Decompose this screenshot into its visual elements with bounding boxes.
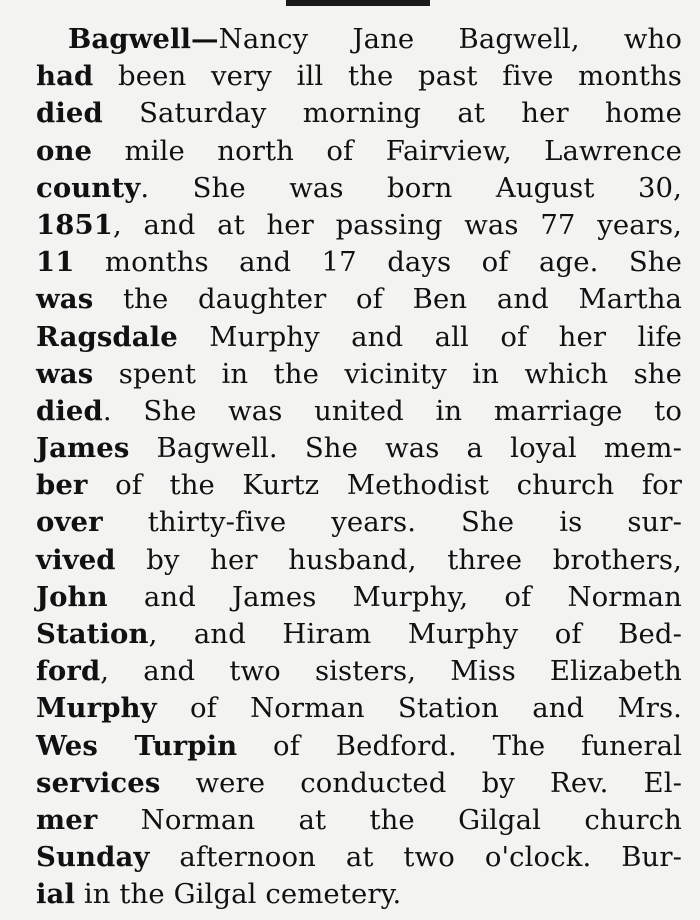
article-line: had been very ill the past five months bbox=[36, 60, 682, 93]
article-line: Wes Turpin of Bedford. The funeral bbox=[36, 729, 683, 762]
article-line: John and James Murphy, of Norman bbox=[36, 580, 682, 613]
article-line: county. She was born August 30, bbox=[36, 171, 682, 204]
article-line: Bagwell—Nancy Jane Bagwell, who bbox=[68, 23, 682, 55]
article-line: died Saturday morning at her home bbox=[36, 97, 682, 130]
article-line: died. She was united in marriage to bbox=[36, 394, 682, 427]
article-line: ial in the Gilgal cemetery. bbox=[36, 878, 402, 911]
article-line: 11 months and 17 days of age. She bbox=[36, 246, 682, 279]
article-line: Ragsdale Murphy and all of her life bbox=[36, 320, 682, 353]
article-line: services were conducted by Rev. El- bbox=[36, 766, 682, 799]
article-line: over thirty-five years. She is sur- bbox=[36, 506, 682, 539]
obituary-article bbox=[36, 21, 682, 914]
article-line: mer Norman at the Gilgal church bbox=[36, 803, 682, 836]
article-line: was spent in the vicinity in which she bbox=[36, 357, 682, 390]
article-line: ford, and two sisters, Miss Elizabeth bbox=[36, 655, 682, 688]
article-line: vived by her husband, three brothers, bbox=[36, 543, 682, 576]
article-line: James Bagwell. She was a loyal mem- bbox=[36, 432, 682, 465]
column-rule bbox=[286, 0, 430, 6]
article-line: Station, and Hiram Murphy of Bed- bbox=[36, 618, 682, 650]
article-line: one mile north of Fairview, Lawrence bbox=[36, 134, 682, 167]
article-line: Murphy of Norman Station and Mrs. bbox=[36, 692, 682, 725]
article-line: was the daughter of Ben and Martha bbox=[36, 283, 682, 316]
article-line: Sunday afternoon at two o'clock. Bur- bbox=[36, 841, 682, 874]
article-line: 1851, and at her passing was 77 years, bbox=[36, 208, 682, 241]
article-line: ber of the Kurtz Methodist church for bbox=[36, 469, 682, 502]
